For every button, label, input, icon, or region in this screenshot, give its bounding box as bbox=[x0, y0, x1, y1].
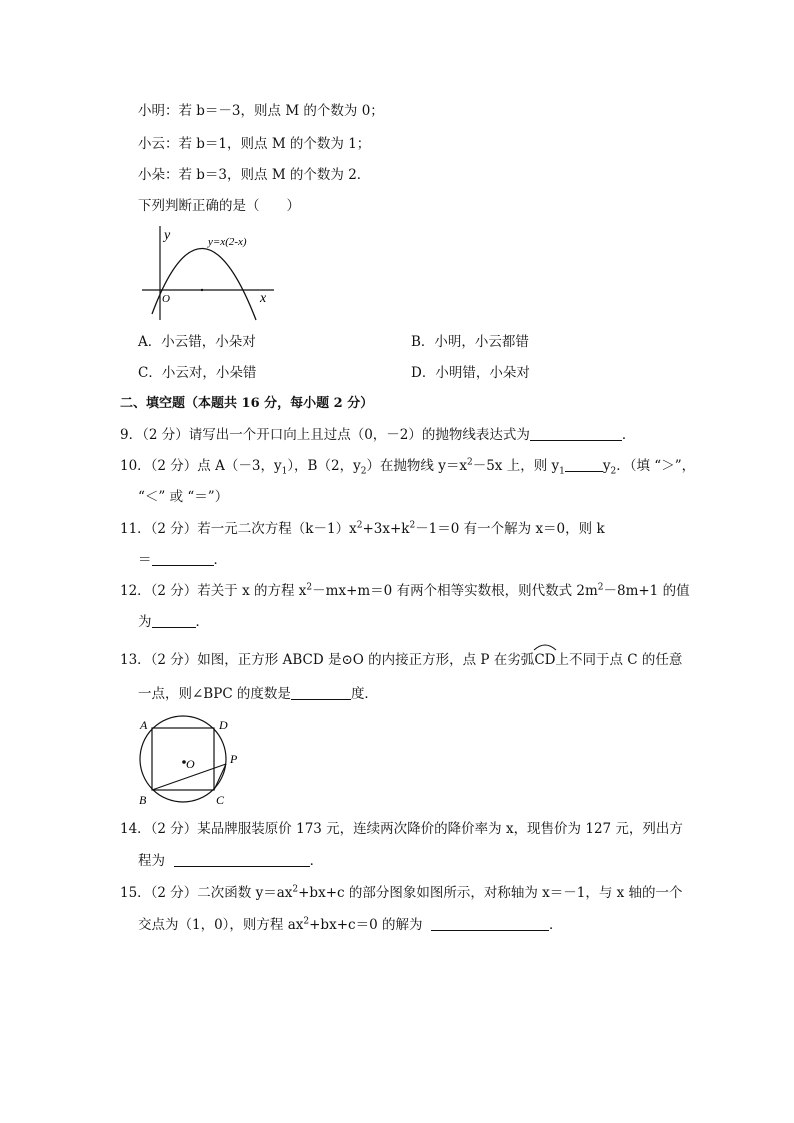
question-13 bbox=[120, 651, 682, 669]
option-a: A．小云错，小朵对 bbox=[138, 334, 256, 350]
q12-line2-start: 为 bbox=[138, 614, 152, 630]
q14-line2-start: 程为 bbox=[138, 853, 165, 869]
q12-text-3: －8m+1 的值 bbox=[603, 583, 690, 599]
answer-blank-10[interactable] bbox=[565, 457, 603, 472]
q13-text-2: 上不同于点 C 的任意 bbox=[555, 652, 683, 668]
label-o: O bbox=[186, 757, 195, 771]
q11-text-2: +3x+k bbox=[362, 521, 410, 537]
label-a: A bbox=[140, 718, 148, 732]
arc-mark-icon bbox=[532, 643, 558, 651]
q11-line2-end: ． bbox=[213, 552, 227, 568]
q15-sup-2: 2 bbox=[303, 916, 310, 927]
arc-cd-label: CD bbox=[534, 652, 556, 668]
q15-line2-text-2: +bx+c＝0 的解为 bbox=[309, 917, 423, 933]
answer-blank-12[interactable] bbox=[152, 613, 196, 628]
answer-blank-11[interactable] bbox=[152, 551, 214, 566]
q15-line2-end: ． bbox=[549, 917, 563, 933]
q15-line2-text-1: 交点为（1，0），则方程 ax bbox=[138, 917, 304, 933]
question-15-line-2 bbox=[138, 916, 563, 934]
parabola-curve bbox=[152, 248, 256, 320]
q11-text-3: －1＝0 有一个解为 x＝0，则 k bbox=[415, 521, 605, 537]
question-14: 14．（2 分）某品牌服装原价 173 元，连续两次降价的降价率为 x，现售价为 127 元，列出方 bbox=[120, 821, 683, 837]
q12-sup-1: 2 bbox=[306, 582, 313, 593]
q13-line2-end: 度． bbox=[350, 686, 378, 702]
question-12-line-2 bbox=[138, 613, 209, 631]
q10-text-3: ）在抛物线 y＝x bbox=[366, 458, 467, 474]
q15-sup-1: 2 bbox=[292, 884, 299, 895]
arc-cd bbox=[534, 651, 555, 669]
answer-blank-13[interactable] bbox=[291, 685, 351, 700]
question-11 bbox=[120, 520, 605, 538]
statement-xiaoming: 小明：若 b＝－3，则点 M 的个数为 0； bbox=[138, 103, 384, 119]
q12-line2-end: ． bbox=[195, 614, 209, 630]
section-heading: 二、填空题（本题共 16 分，每小题 2 分） bbox=[120, 396, 374, 411]
q14-line2-end: ． bbox=[309, 853, 324, 869]
q11-sup-1: 2 bbox=[356, 520, 363, 531]
label-b: B bbox=[139, 793, 147, 807]
y-axis-label: y bbox=[164, 228, 171, 243]
question-10 bbox=[120, 457, 695, 475]
question-10-line-2: “＜” 或 “＝”） bbox=[138, 489, 229, 505]
question-15 bbox=[120, 884, 683, 902]
q11-sup-2: 2 bbox=[409, 520, 416, 531]
q12-sup-2: 2 bbox=[597, 582, 604, 593]
answer-blank-15[interactable] bbox=[431, 916, 549, 931]
q12-text-2: －mx+m＝0 有两个相等实数根，则代数式 2m bbox=[312, 583, 598, 599]
q10-text-5: y bbox=[602, 458, 611, 474]
label-p: P bbox=[230, 752, 238, 766]
q15-text-1: 15．（2 分）二次函数 y＝ax bbox=[120, 885, 293, 901]
q15-text-2: +bx+c 的部分图象如图所示，对称轴为 x＝－1，与 x 轴的一个 bbox=[298, 885, 683, 901]
question-9-end: ． bbox=[621, 427, 636, 443]
question-12 bbox=[120, 582, 690, 600]
label-c: C bbox=[216, 793, 225, 807]
question-11-line-2 bbox=[138, 551, 227, 569]
question-13-line-2 bbox=[138, 685, 378, 703]
square-abcd bbox=[152, 728, 214, 790]
q10-sup: 2 bbox=[466, 457, 473, 468]
q11-line2-start: ＝ bbox=[138, 552, 152, 568]
parabola-graph bbox=[138, 222, 278, 324]
q10-text-1: 10．（2 分）点 A（－3，y bbox=[120, 458, 282, 474]
q11-text-1: 11．（2 分）若一元二次方程（k－1）x bbox=[120, 521, 357, 537]
answer-blank-9[interactable] bbox=[530, 426, 622, 441]
q13-text-1: 13．（2 分）如图，正方形 ABCD 是⊙O 的内接正方形，点 P 在劣弧 bbox=[120, 652, 535, 668]
circle-o bbox=[140, 716, 226, 802]
curve-label: y=x(2-x) bbox=[208, 236, 247, 248]
statement-xiaoyun: 小云：若 b＝1，则点 M 的个数为 1； bbox=[138, 136, 371, 152]
q12-text-1: 12．（2 分）若关于 x 的方程 x bbox=[120, 583, 307, 599]
statement-xiaoduo: 小朵：若 b＝3，则点 M 的个数为 2． bbox=[138, 167, 371, 183]
q10-sub-3: 1 bbox=[559, 466, 565, 477]
q13-line2-start: 一点，则∠BPC 的度数是 bbox=[138, 686, 291, 702]
label-d: D bbox=[219, 718, 228, 732]
origin-label: O bbox=[162, 293, 170, 305]
q10-sub-1: 1 bbox=[281, 466, 288, 477]
axis-tick-dot bbox=[201, 289, 203, 291]
x-axis-label: x bbox=[260, 291, 267, 306]
answer-blank-14[interactable] bbox=[174, 852, 310, 867]
question-9-text: 9．（2 分）请写出一个开口向上且过点（0，－2）的抛物线表达式为 bbox=[120, 427, 530, 443]
q10-text-6: ．（填 “＞”， bbox=[616, 458, 696, 474]
option-d: D．小明错，小朵对 bbox=[411, 365, 530, 381]
circle-square-figure bbox=[134, 714, 248, 810]
q10-sub-2: 2 bbox=[360, 466, 367, 477]
q10-sub-4: 2 bbox=[610, 466, 617, 477]
option-c: C．小云对，小朵错 bbox=[138, 365, 257, 381]
option-b: B．小明，小云都错 bbox=[411, 334, 529, 350]
q10-text-2: ），B（2，y bbox=[287, 458, 361, 474]
question-9 bbox=[120, 426, 635, 444]
question-14-line-2 bbox=[138, 852, 323, 870]
q10-text-4: －5x 上，则 y bbox=[472, 458, 560, 474]
question-prompt: 下列判断正确的是（ ） bbox=[138, 198, 300, 214]
